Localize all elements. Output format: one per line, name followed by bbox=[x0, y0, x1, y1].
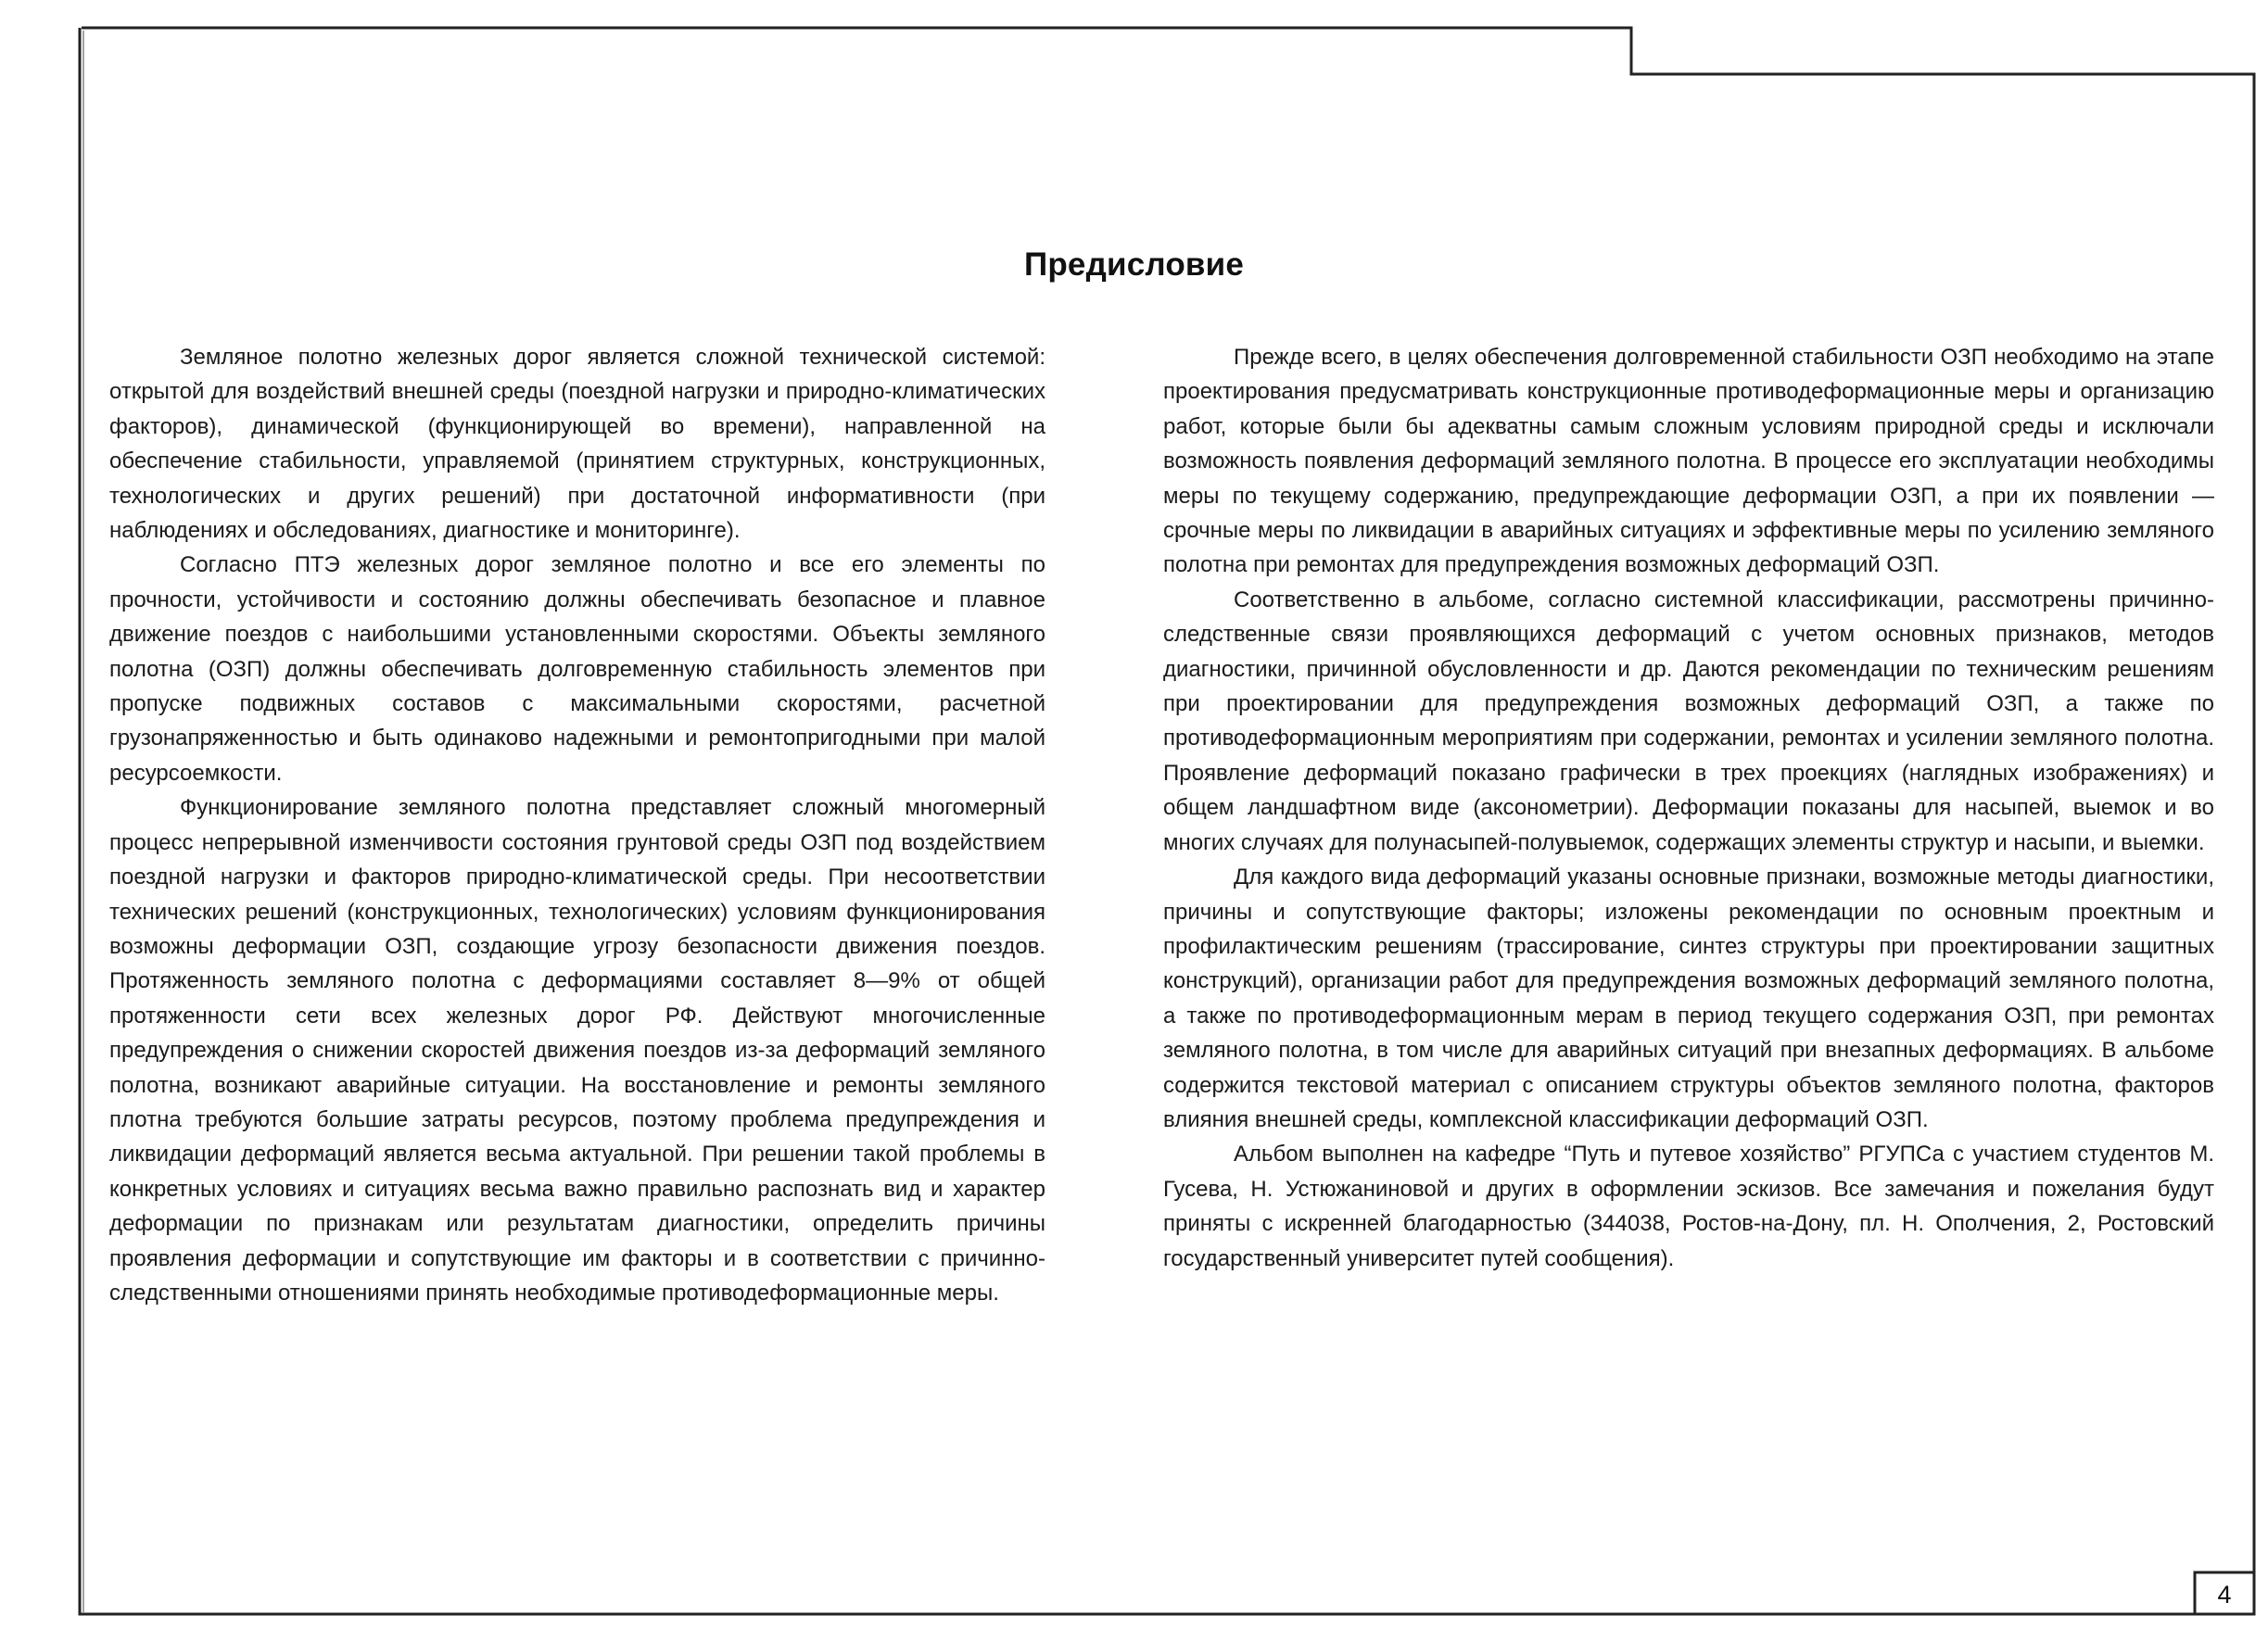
paragraph: Соответственно в альбоме, согласно системной классификации, рассмотрены причинно-следственные связи проявляющихся деформаций с учетом основных признаков, методов диагностики, причинной обусловленности и др. Даются рекомендации по техническим решениям при проектировании для предупреждения возможных деформаций ОЗП, а также по противодеформационным мероприятиям при содержании, ремонтах и усилении земляного полотна. Проявление деформаций показано графически в трех проекциях (наглядных изображениях) и общем ландшафтном виде (аксонометрии). Деформации показаны для насыпей, выемок и во многих случаях для полунасыпей-полувыемок, содержащих элементы структур и насыпи, и выемки. bbox=[1163, 587, 2214, 855]
page-number: 4 bbox=[2217, 1580, 2232, 1609]
left-column bbox=[109, 340, 1045, 1310]
paragraph: Функционирование земляного полотна представляет сложный многомерный процесс непрерывной изменчивости состояния грунтовой среды ОЗП под воздействием поездной нагрузки и факторов природно-климатической среды. При несоответствии технических решений (конструкционных, технологических) условиям функционирования возможны деформации ОЗП, создающие угрозу безопасности движения поездов. Протяженность земляного полотна с деформациями составляет 8—9% от общей протяженности сети всех железных дорог РФ. Действуют многочисленные предупреждения о снижении скоростей движения поездов из-за деформаций земляного полотна, возникают аварийные ситуации. На восстановление и ремонты земляного плотна требуются большие затраты ресурсов, поэтому проблема предупреждения и ликвидации деформаций является весьма актуальной. При решении такой проблемы в конкретных условиях и ситуациях весьма важно правильно распознать вид и характер деформации по признакам или результатам диагностики, определить причины проявления деформации и сопутствующие им факторы и в соответствии с причинно-следственными отношениями принять необходимые противодеформационные меры. bbox=[109, 795, 1045, 1306]
paragraph: Альбом выполнен на кафедре “Путь и путевое хозяйство” РГУПСа с участием студентов М. Гусева, Н. Устюжаниновой и других в оформлении эскизов. Все замечания и пожелания будут приняты с искренней благодарностью (344038, Ростов-на-Дону, пл. Н. Ополчения, 2, Ростовский государственный университет путей сообщения). bbox=[1163, 1142, 2214, 1271]
paragraph: Согласно ПТЭ железных дорог земляное полотно и все его элементы по прочности, устойчивости и состоянию должны обеспечивать безопасное и плавное движение поездов с наибольшими установленными скоростями. Объекты земляного полотна (ОЗП) должны обеспечивать долговременную стабильность элементов при пропуске подвижных составов с максимальными скоростями, расчетной грузонапряженностью и быть одинаково надежными и ремонтопригодными при малой ресурсоемкости. bbox=[109, 552, 1045, 786]
right-column bbox=[1163, 340, 2214, 1276]
paragraph: Для каждого вида деформаций указаны основные признаки, возможные методы диагностики, причины и сопутствующие факторы; изложены рекомендации по основным проектным и профилактическим решениям (трассирование, синтез структуры при проектировании защитных конструкций), организации работ для предупреждения возможных деформаций земляного полотна, а также по противодеформационным мерам в период текущего содержания ОЗП, при ремонтах земляного полотна, в том числе для аварийных ситуаций при внезапных деформациях. В альбоме содержится текстовой материал с описанием структуры объектов земляного полотна, факторов влияния внешней среды, комплексной классификации деформаций ОЗП. bbox=[1163, 864, 2214, 1132]
page-title: Предисловие bbox=[1023, 246, 1245, 283]
paragraph: Земляное полотно железных дорог является сложной технической системой: открытой для воздействий внешней среды (поездной нагрузки и природно-климатических факторов), динамической (функционирующей во времени), направленной на обеспечение стабильности, управляемой (принятием структурных, конструкционных, технологических и других решений) при достаточной информативности (при наблюдениях и обследованиях, диагностике и мониторинге). bbox=[109, 345, 1045, 544]
paragraph: Прежде всего, в целях обеспечения долговременной стабильности ОЗП необходимо на этапе проектирования предусматривать конструкционные противодеформационные меры и организацию работ, которые были бы адекватны самым сложным условиям природной среды и исключали возможность появления деформаций земляного полотна. В процессе его эксплуатации необходимы меры по текущему содержанию, предупреждающие деформации ОЗП, а при их появлении — срочные меры по ликвидации в аварийных ситуациях и эффективные меры по усилению земляного полотна при ремонтах для предупреждения возможных деформаций ОЗП. bbox=[1163, 345, 2214, 578]
